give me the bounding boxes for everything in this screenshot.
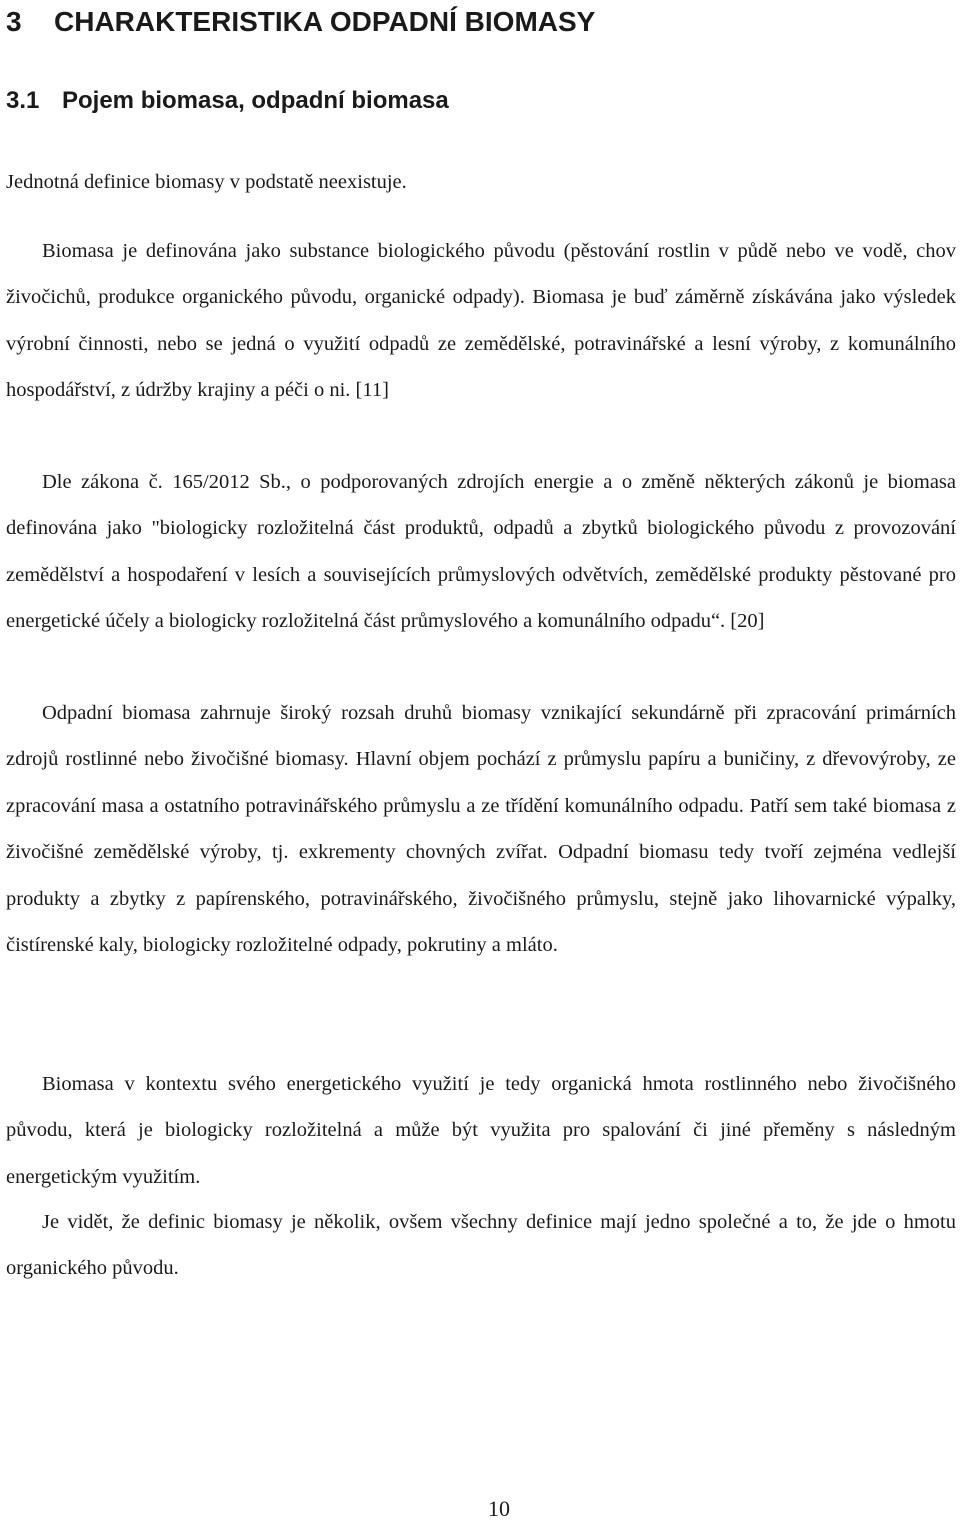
section-title: Pojem biomasa, odpadní biomasa <box>62 87 449 114</box>
page-number: 10 <box>488 1496 510 1521</box>
section-number: 3.1 <box>6 87 40 114</box>
chapter-number: 3 <box>6 6 22 37</box>
chapter-heading <box>6 2 595 42</box>
paragraph-waste-biomass: Odpadní biomasa zahrnuje široký rozsah druhů biomasy vznikající sekundárně při zpracování primárních zdrojů rostlinné nebo živočišné biomasy. Hlavní objem pochází z průmyslu papíru a buničiny, z dřevovýroby, ze zpracování masa a ostatního potravinářského průmyslu a ze třídění komunálního odpadu. Patří sem také biomasa z živočišné zemědělské výroby, tj. exkrementy chovných zvířat. Odpadní biomasu tedy tvoří zejména vedlejší produkty a zbytky z papírenského, potravinářského, živočišného průmyslu, stejně jako lihovarnické výpalky, čistírenské kaly, biologicky rozložitelné odpady, pokrutiny a mláto. <box>6 702 956 957</box>
paragraph-definition: Biomasa je definována jako substance biologického původu (pěstování rostlin v půdě nebo ve vodě, chov živočichů, produkce organického původu, organické odpady). Biomasa je buď záměrně získávána jako výsledek výrobní činnosti, nebo se jedná o využití odpadů ze zemědělské, potravinářské a lesní výroby, z komunálního hospodářství, z údržby krajiny a péči o ni. [11] <box>6 240 956 402</box>
section-heading <box>6 83 449 119</box>
chapter-title: CHARAKTERISTIKA ODPADNÍ BIOMASY <box>54 6 596 37</box>
paragraph-energy-context: Biomasa v kontextu svého energetického využití je tedy organická hmota rostlinného nebo živočišného původu, která je biologicky rozložitelná a může být využita pro spalování či jiné přeměny s následným energetickým využitím. <box>6 1073 956 1188</box>
paragraph-law: Dle zákona č. 165/2012 Sb., o podporovaných zdrojích energie a o změně některých zákonů je biomasa definována jako "biologicky rozložitelná část produktů, odpadů a zbytků biologického původu z provozování zemědělství a hospodaření v lesích a souvisejících průmyslových odvětvích, zemědělské produkty pěstované pro energetické účely a biologicky rozložitelná část průmyslového a komunálního odpadu“. [20] <box>6 471 956 633</box>
paragraph-intro: Jednotná definice biomasy v podstatě neexistuje. <box>6 171 407 193</box>
paragraph-conclusion: Je vidět, že definic biomasy je několik, ovšem všechny definice mají jedno společné a to, že jde o hmotu organického původu. <box>6 1211 956 1280</box>
